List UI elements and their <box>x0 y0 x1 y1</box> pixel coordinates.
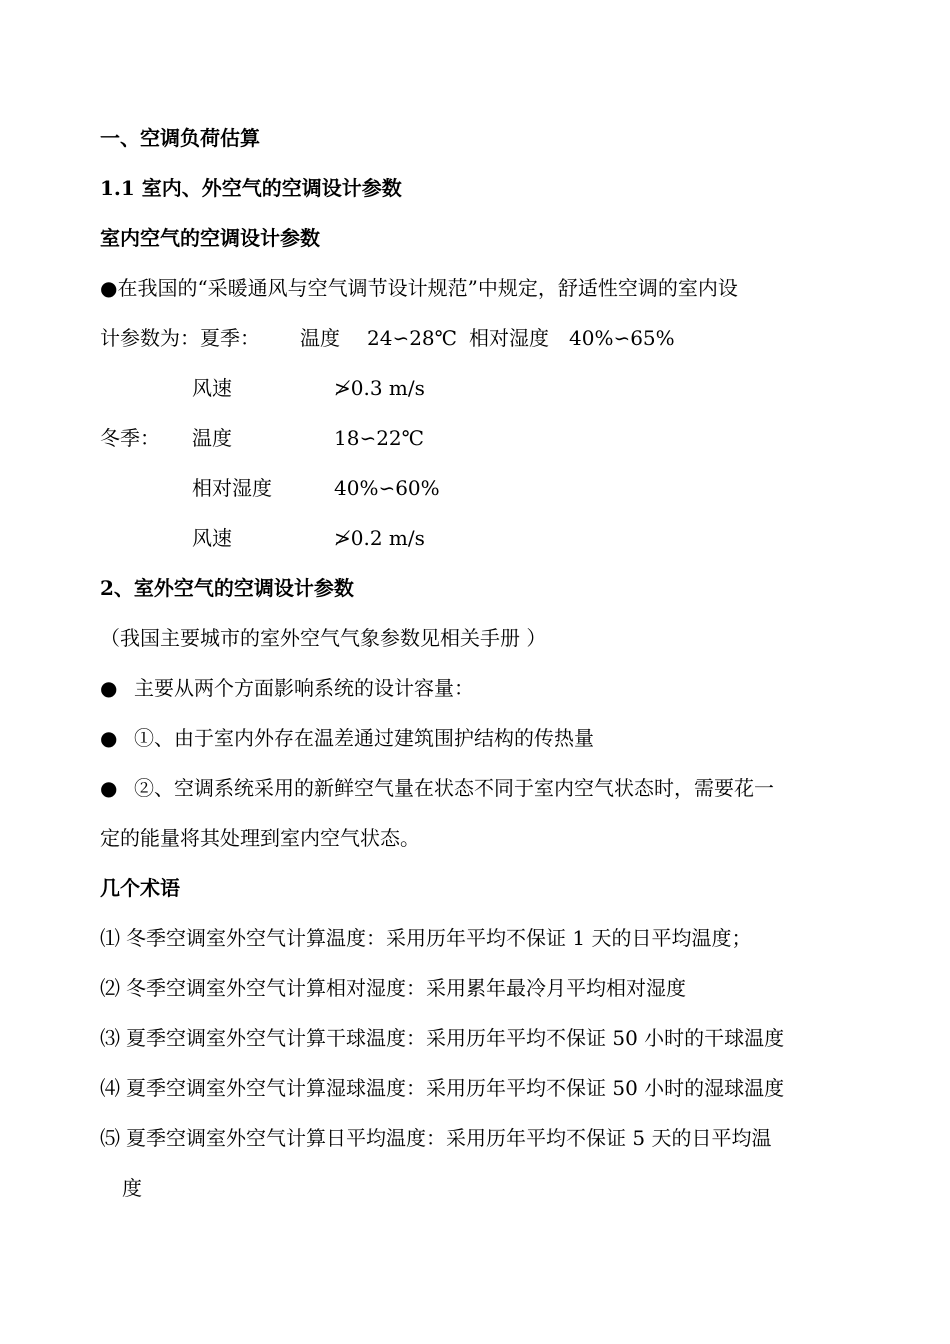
winter-wind-label: 风速 <box>192 526 232 550</box>
outdoor-bullet-1 <box>100 674 474 702</box>
outdoor-note: （我国主要城市的室外空气气象参数见相关手册 ） <box>100 626 547 650</box>
summer-params-row-2 <box>100 374 600 402</box>
indoor-intro-prefix: 计参数为：夏季： <box>100 326 260 350</box>
term-item <box>100 974 686 1002</box>
summer-temp-value: 24∽28℃ <box>367 326 458 350</box>
term-number: ⑵ <box>100 976 120 1000</box>
winter-wind-value: ≯0.2 m/s <box>334 526 425 550</box>
outdoor-bullet-2-text: ①、由于室内外存在温差通过建筑围护结构的传热量 <box>134 726 594 750</box>
winter-label: 冬季： <box>100 426 160 450</box>
term-text: 夏季空调室外空气计算干球温度：采用历年平均不保证 50 小时的干球温度 <box>126 1026 785 1050</box>
winter-params-row-3 <box>100 524 600 552</box>
winter-rh-value: 40%∽60% <box>334 476 440 500</box>
summer-rh-label: 相对湿度 <box>469 326 549 350</box>
term-text: 夏季空调室外空气计算湿球温度：采用历年平均不保证 50 小时的湿球温度 <box>126 1076 785 1100</box>
heading-indoor-params: 室内空气的空调设计参数 <box>100 226 320 250</box>
term-number: ⑶ <box>100 1026 120 1050</box>
term-text: 冬季空调室外空气计算温度：采用历年平均不保证 1 天的日平均温度； <box>126 926 752 950</box>
winter-temp-value: 18∽22℃ <box>334 426 425 450</box>
outdoor-bullet-3-continuation: 定的能量将其处理到室内空气状态。 <box>100 826 420 850</box>
term-item <box>100 924 751 952</box>
bullet-icon: ● <box>100 726 118 750</box>
outdoor-bullet-2 <box>100 724 594 752</box>
winter-temp-label: 温度 <box>192 426 232 450</box>
heading-air-conditioning-load: 一、空调负荷估算 <box>100 126 260 150</box>
bullet-icon: ● <box>100 676 118 700</box>
summer-params-row-1 <box>100 324 860 352</box>
winter-params-row-2 <box>100 474 600 502</box>
term-text: 夏季空调室外空气计算日平均温度：采用历年平均不保证 5 天的日平均温 <box>126 1126 772 1150</box>
summer-rh-value: 40%∽65% <box>569 326 675 350</box>
bullet-icon: ● <box>100 776 118 800</box>
heading-terms: 几个术语 <box>100 876 180 900</box>
heading-outdoor-params: 2、室外空气的空调设计参数 <box>100 576 354 600</box>
term-text: 冬季空调室外空气计算相对湿度：采用累年最冷月平均相对湿度 <box>126 976 686 1000</box>
winter-rh-label: 相对湿度 <box>192 476 272 500</box>
term-number: ⑸ <box>100 1126 120 1150</box>
term-item <box>100 1124 771 1152</box>
outdoor-bullet-3-text: ②、空调系统采用的新鲜空气量在状态不同于室内空气状态时，需要花一 <box>134 776 774 800</box>
term-item <box>100 1024 784 1052</box>
summer-temp-label: 温度 <box>300 326 340 350</box>
outdoor-bullet-3 <box>100 774 774 802</box>
winter-params-row-1 <box>100 424 600 452</box>
outdoor-bullet-1-text: 主要从两个方面影响系统的设计容量： <box>134 676 474 700</box>
term-item <box>100 1074 784 1102</box>
term-number: ⑴ <box>100 926 120 950</box>
heading-section-1-1: 1.1 室内、外空气的空调设计参数 <box>100 176 402 200</box>
summer-wind-value: ≯0.3 m/s <box>334 376 425 400</box>
term-5-continuation: 度 <box>122 1176 142 1200</box>
summer-wind-label: 风速 <box>192 376 232 400</box>
term-number: ⑷ <box>100 1076 120 1100</box>
indoor-intro-line-1: ●在我国的“采暖通风与空气调节设计规范”中规定，舒适性空调的室内设 <box>100 276 738 300</box>
